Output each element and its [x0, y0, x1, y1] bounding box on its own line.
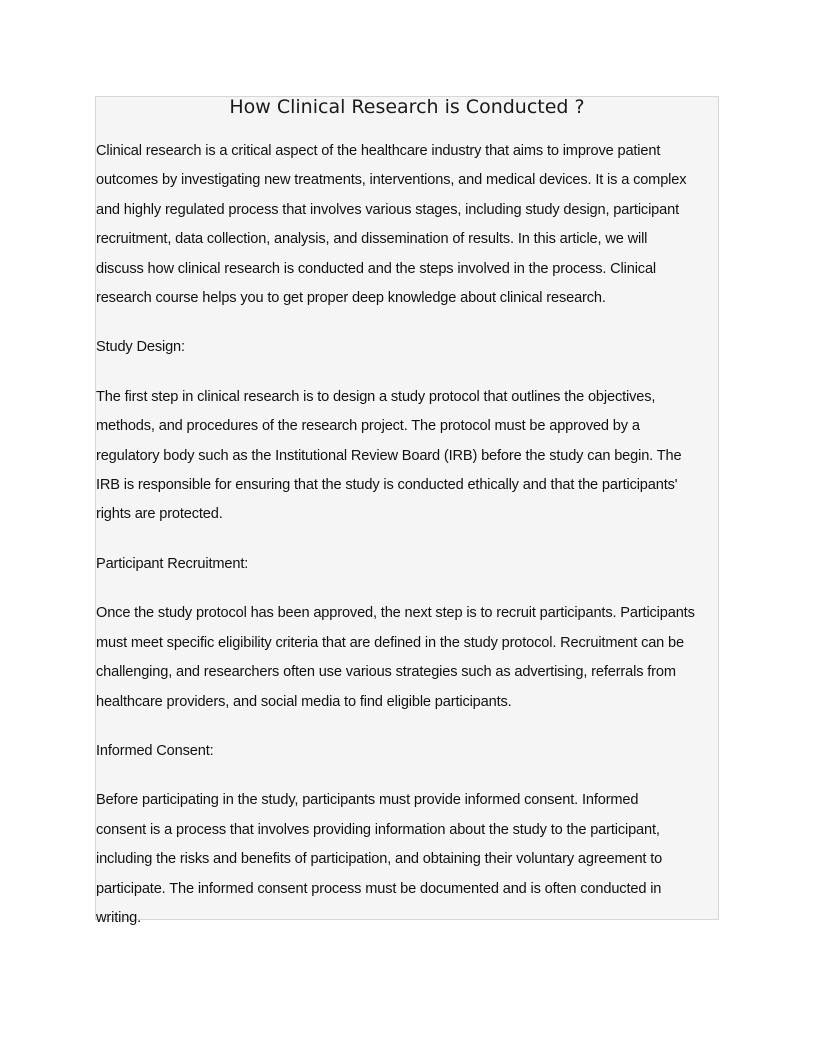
text-line: research course helps you to get proper deep knowledge about clinical research.: [96, 290, 606, 307]
intro-paragraph: [96, 137, 720, 313]
text-line: participate. The informed consent process must be documented and is often conducted in: [96, 880, 662, 897]
text-line: Once the study protocol has been approved, the next step is to recruit participants. Participants: [96, 605, 695, 622]
text-line: recruitment, data collection, analysis, and dissemination of results. In this article, we will: [96, 231, 648, 248]
section-paragraph-informed-consent: [96, 786, 720, 933]
text-line: healthcare providers, and social media to find eligible participants.: [96, 693, 512, 710]
section-paragraph-participant-recruitment: [96, 599, 720, 717]
text-line: rights are protected.: [96, 506, 223, 523]
text-line: challenging, and researchers often use various strategies such as advertising, referrals from: [96, 664, 676, 681]
text-line: writing.: [96, 909, 142, 926]
text-line: must meet specific eligibility criteria that are defined in the study protocol. Recruitment can be: [96, 634, 684, 651]
text-line: regulatory body such as the Institutional Review Board (IRB) before the study can begin. The: [96, 447, 682, 464]
text-line: consent is a process that involves providing information about the study to the participant,: [96, 821, 660, 838]
text-line: including the risks and benefits of participation, and obtaining their voluntary agreement to: [96, 851, 663, 868]
article-body: [96, 137, 720, 953]
text-line: methods, and procedures of the research project. The protocol must be approved by a: [96, 418, 640, 435]
text-line: outcomes by investigating new treatments, interventions, and medical devices. It is a complex: [96, 172, 687, 189]
section-heading-study-design: Study Design:: [96, 339, 185, 356]
text-line: IRB is responsible for ensuring that the study is conducted ethically and that the participants': [96, 477, 678, 494]
section-heading-participant-recruitment: Participant Recruitment:: [96, 555, 249, 572]
text-line: Before participating in the study, participants must provide informed consent. Informed: [96, 792, 639, 809]
text-line: The first step in clinical research is to design a study protocol that outlines the objectives,: [96, 388, 656, 405]
article-container: [95, 96, 719, 926]
text-line: Clinical research is a critical aspect of the healthcare industry that aims to improve patient: [96, 143, 661, 159]
page-title: How Clinical Research is Conducted ?: [229, 96, 585, 118]
text-line: and highly regulated process that involves various stages, including study design, participant: [96, 201, 679, 218]
section-heading-informed-consent: Informed Consent:: [96, 742, 214, 759]
text-line: discuss how clinical research is conducted and the steps involved in the process. Clinical: [96, 260, 657, 277]
section-paragraph-study-design: [96, 383, 720, 530]
